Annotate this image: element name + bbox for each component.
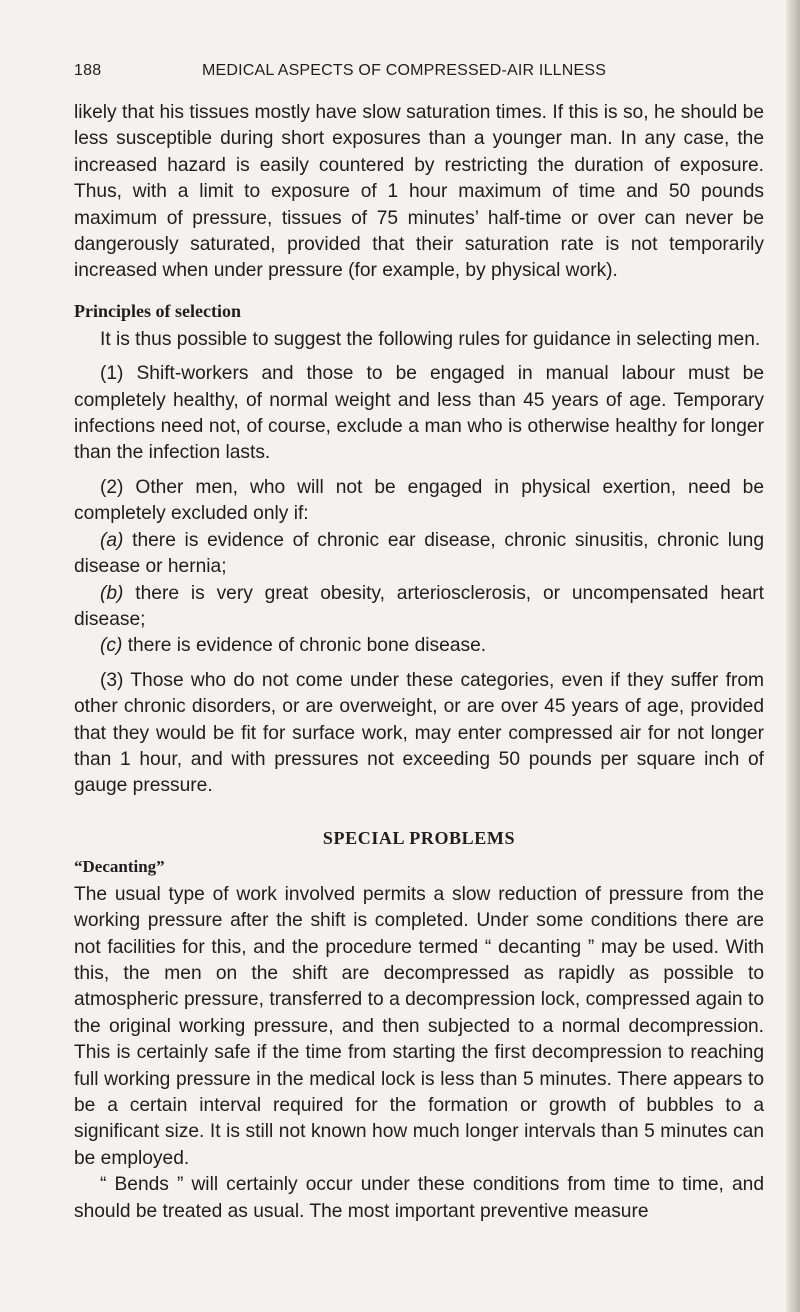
item-b-label: (b) bbox=[100, 582, 124, 604]
heading-decanting: “Decanting” bbox=[74, 856, 165, 876]
rule-2: (2) Other men, who will not be engaged in physical exertion, need be completely excluded only if: bbox=[74, 476, 764, 525]
rule-1: (1) Shift-workers and those to be engaged in manual labour must be completely healthy, of normal weight and less than 45 years of age. Temporary infections need not, of course, exclude a man who is otherwise healthy for longer than the infection lasts. bbox=[74, 363, 764, 464]
item-b-text: there is very great obesity, arteriosclerosis, or uncompensated heart disease; bbox=[74, 582, 764, 630]
running-title: MEDICAL ASPECTS OF COMPRESSED-AIR ILLNESS bbox=[202, 62, 607, 79]
item-c-text: there is evidence of chronic bone disease. bbox=[122, 635, 487, 657]
paragraph-rules-intro: It is thus possible to suggest the following rules for guidance in selecting men. bbox=[100, 328, 761, 350]
heading-principles-of-selection: Principles of selection bbox=[74, 300, 241, 321]
rule-3: (3) Those who do not come under these categories, even if they suffer from other chronic disorders, or are overweight, or are over 45 years of age, provided that they would be fit for surface work, may enter compressed air for not longer than 1 hour, and with pressures not exceeding 50 pounds per square inch of gauge pressure. bbox=[74, 669, 764, 797]
heading-special-problems: SPECIAL PROBLEMS bbox=[322, 827, 516, 848]
page-edge-shadow bbox=[786, 0, 800, 1312]
rule-2-item-c bbox=[74, 633, 764, 659]
item-a-text: there is evidence of chronic ear disease, chronic sinusitis, chronic lung disease or hernia; bbox=[74, 529, 764, 578]
paragraph-bends: “ Bends ” will certainly occur under these conditions from time to time, and should be treated as usual. The most important preventive measure bbox=[74, 1174, 764, 1222]
item-c-label: (c) bbox=[100, 635, 123, 657]
rule-2-item-a bbox=[74, 528, 764, 581]
running-head bbox=[74, 62, 764, 84]
item-a-label: (a) bbox=[100, 529, 124, 551]
rule-2-item-b bbox=[74, 581, 764, 634]
paragraph-saturation: likely that his tissues mostly have slow saturation times. If this is so, he should be less susceptible during short exposures than a younger man. In any case, the increased hazard is easily countered by restricting the duration of exposure. Thus, with a limit to exposure of 1 hour maximum of time and 50 pounds maximum of pressure, tissues of 75 minutes’ half-time or over can never be dangerously saturated, provided that their saturation rate is not temporarily increased when under pressure (for example, by physical work). bbox=[74, 102, 764, 282]
paragraph-decanting: The usual type of work involved permits a slow reduction of pressure from the working pressure after the shift is completed. Under some conditions there are not facilities for this, and the procedure termed “ decanting ” may be used. With this, the men on the shift are decompressed as rapidly as possible to atmospheric pressure, transferred to a decompression lock, compressed again to the original working pressure, and then subjected to a normal decompression. This is certainly safe if the time from starting the first decompression to reaching full working pressure in the medical lock is less than 5 minutes. There appears to be a certain interval required for the formation or growth of bubbles to a significant size. It is still not known how much longer intervals than 5 minutes can be employed. bbox=[74, 883, 764, 1169]
page-number: 188 bbox=[74, 62, 102, 79]
page-body bbox=[74, 100, 764, 1225]
